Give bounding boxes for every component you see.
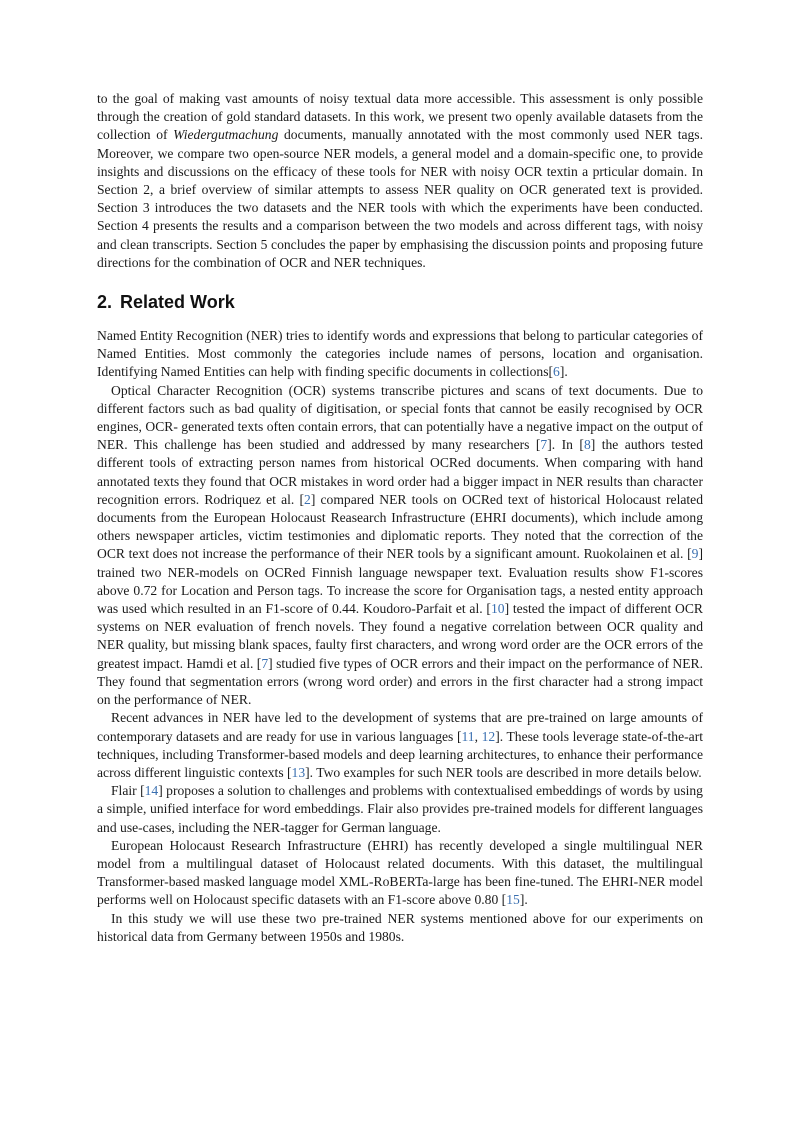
- citation-link[interactable]: 7: [261, 655, 269, 671]
- citation-link[interactable]: 10: [490, 601, 505, 617]
- citation-link[interactable]: 11: [461, 728, 475, 744]
- paragraph-ner-definition: [97, 327, 703, 382]
- text-span: In this study we will use these two pre-trained NER systems mentioned above for our experiments on historical data from Germany between 1950s and 1980s.: [97, 910, 703, 944]
- text-span: Named Entity Recognition (NER) tries to identify words and expressions that belong to particular categories of Named Entities. Most commonly the categories include names of persons, location and organisation. Identifying Named Entities can help with finding specific documents in collections[: [97, 328, 703, 380]
- text-span: ].: [559, 364, 568, 380]
- citation-link[interactable]: 6: [553, 364, 560, 380]
- citation-link[interactable]: 14: [144, 783, 159, 799]
- paper-page: [97, 90, 703, 946]
- citation-link[interactable]: 12: [481, 728, 496, 744]
- section-title: Related Work: [120, 292, 235, 313]
- text-span: ] compared NER tools on OCRed text of historical Holocaust related documents from the European Holocaust Reasearch Infrastructure (EHRI documents), which include among others newspaper articles, victim testimonies and diplomatic reports. They noted that the correction of the OCR text does not increase the performance of their NER tools by a significant amount. Ruokolainen et al. [: [97, 491, 703, 562]
- text-span: European Holocaust Research Infrastructure (EHRI) has recently developed a single multilingual NER model from a multilingual dataset of Holocaust related documents. With this dataset, the multilingual Transformer-based masked language model XML-RoBERTa-large has been fine-tuned. The EHRI-NER model performs well on Holocaust specific datasets with an F1-score above 0.80 [: [97, 837, 703, 908]
- text-span: ] tested the impact of different OCR systems on NER evaluation of french novels. They found a negative correlation between OCR quality and NER quality, but missing blank spaces, faulty first characters, and wrong word order are the OCR errors of the greatest impact. Hamdi et al. [: [97, 601, 703, 671]
- text-span: to the goal of making vast amounts of noisy textual data more accessible. This assessment is only possible through the creation of gold standard datasets. In this work, we present two openly available datasets from the collection of: [97, 91, 703, 143]
- text-span: ] studied five types of OCR errors and their impact on the performance of NER. They found that segmentation errors (wrong word order) and errors in the first character had a strong impact on the performance of NER.: [97, 655, 703, 708]
- text-span: ] the authors tested different tools of extracting person names from historical OCRed documents. When comparing with hand annotated texts they found that OCR mistakes in word order had a bigger impact in NER results than character recognition errors. Rodriquez et al. [: [97, 437, 703, 507]
- paragraph-study-scope: [97, 910, 703, 946]
- text-span: ,: [474, 728, 482, 744]
- text-span: ]. Two examples for such NER tools are described in more details below.: [305, 764, 702, 780]
- section-heading-related-work: [97, 292, 703, 313]
- intro-paragraph: [97, 90, 703, 272]
- paragraph-ocr: [97, 382, 703, 710]
- text-span: documents, manually annotated with the most commonly used NER tags. Moreover, we compare two open-source NER models, a general model and a domain-specific one, to provide insights and discussions on the efficacy of these tools for NER with noisy OCR textin a prticular domain. In Section 2, a brief overview of similar attempts to assess NER quality on OCR generated text is provided. Section 3 introduces the two datasets and the NER tools with which the experiments have been conducted. Section 4 presents the results and a comparison between the two models and across different tags, with noisy and clean transcripts. Section 5 concludes the paper by emphasising the discussion points and proposing future directions for the combination of OCR and NER techniques.: [97, 127, 703, 270]
- emphasis-term: Wiedergutmachung: [173, 127, 279, 143]
- text-span: Recent advances in NER have led to the development of systems that are pre-trained on large amounts of contemporary datasets and are ready for use in various languages [: [97, 710, 703, 744]
- citation-link[interactable]: 15: [506, 892, 520, 908]
- citation-link[interactable]: 8: [583, 437, 591, 453]
- citation-link[interactable]: 9: [691, 546, 699, 562]
- citation-link[interactable]: 2: [304, 491, 311, 507]
- text-span: ].: [519, 892, 528, 908]
- citation-link[interactable]: 7: [540, 437, 548, 453]
- text-span: ] proposes a solution to challenges and problems with contextualised embeddings of words by using a simple, unified interface for word embeddings. Flair also provides pre-trained models for different languages and use-cases, including the NER-tagger for German language.: [97, 783, 703, 835]
- text-span: ]. In [: [547, 437, 584, 453]
- text-span: ]. These tools leverage state-of-the-art techniques, including Transformer-based models and deep learning architectures, to enhance their performance across different linguistic contexts [: [97, 728, 703, 780]
- text-span: ] trained two NER-models on OCRed Finnish language newspaper text. Evaluation results show F1-scores above 0.72 for Location and Person tags. To increase the score for Organisation tags, a nested entity approach was used which resulted in an F1-score of 0.44. Koudoro-Parfait et al. [: [97, 546, 703, 617]
- text-span: Optical Character Recognition (OCR) systems transcribe pictures and scans of text documents. Due to different factors such as bad quality of digitisation, or special fonts that cannot be easily recognised by OCR engines, OCR- generated texts often contain errors, that can potentially have a negative impact on the output of NER. This challenge has been studied and addressed by many researchers [: [97, 382, 703, 453]
- paragraph-ehri: [97, 837, 703, 910]
- citation-link[interactable]: 13: [291, 764, 306, 780]
- text-span: Flair [: [111, 783, 145, 799]
- paragraph-recent-advances: [97, 709, 703, 782]
- section-number: 2.: [97, 292, 113, 313]
- paragraph-flair: [97, 782, 703, 837]
